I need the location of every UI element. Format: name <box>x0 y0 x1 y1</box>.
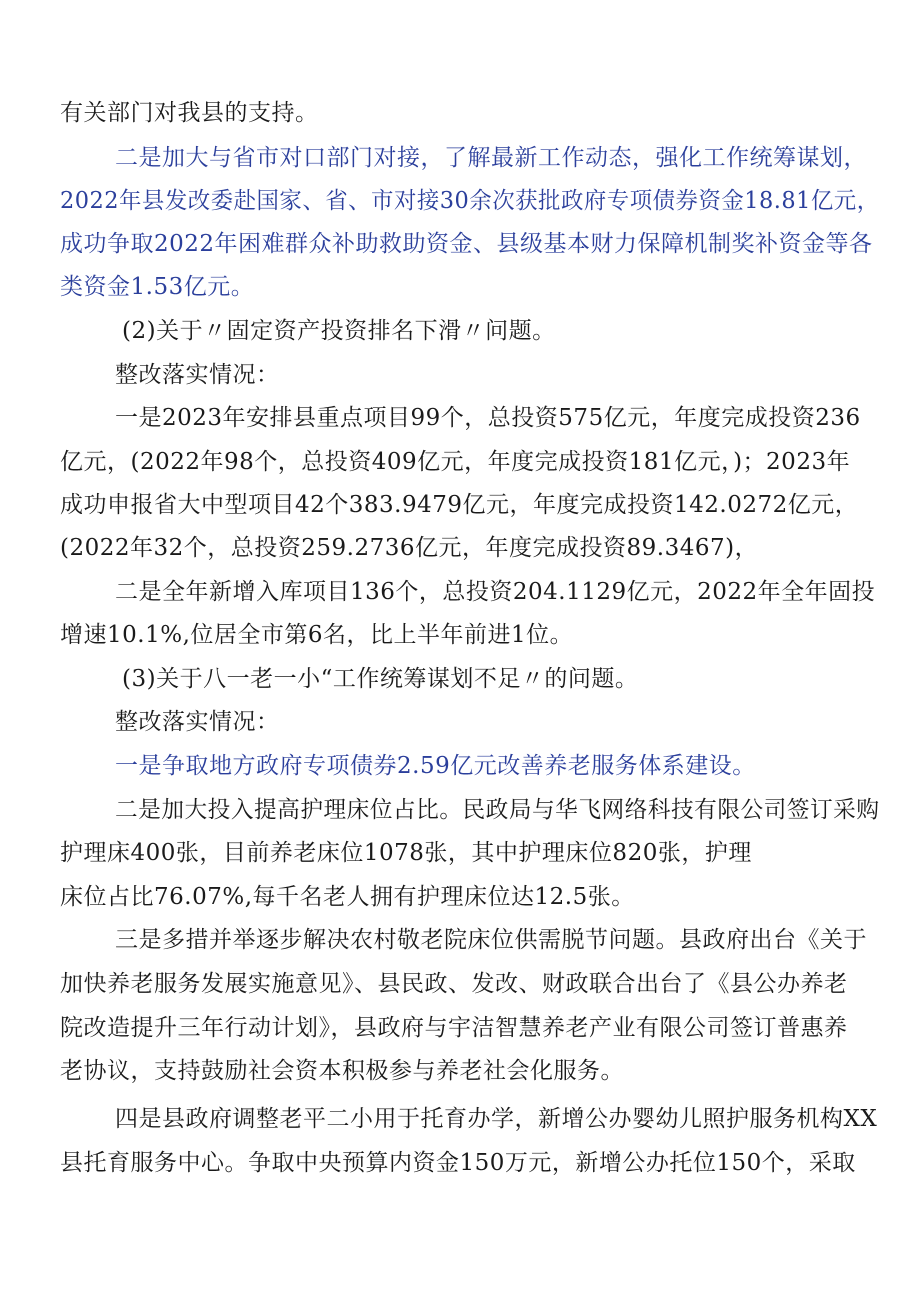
text-line: 成功申报省大中型项目42个383.9479亿元，年度完成投资142.0272亿元， <box>60 492 859 518</box>
text-line: 加快养老服务发展实施意见》、县民政、发改、财政联合出台了《县公办养老 <box>60 971 848 997</box>
text-line: 亿元，(2022年98个，总投资409亿元，年度完成投资181亿元，)；2023年 <box>60 449 851 475</box>
text-line: (2)关于〃固定资产投资排名下滑〃问题。 <box>122 318 556 344</box>
text-line: 院改造提升三年行动计划》，县政府与宇洁智慧养老产业有限公司签订普惠养 <box>60 1015 848 1041</box>
text-line: 有关部门对我县的支持。 <box>60 100 319 126</box>
text-line: 二是全年新增入库项目136个，总投资204.1129亿元，2022年全年固投 <box>115 579 876 605</box>
text-line: 成功争取2022年困难群众补助救助资金、县级基本财力保障机制奖补资金等各 <box>60 231 873 257</box>
text-line: 护理床400张，目前养老床位1078张，其中护理床位820张，护理 <box>60 840 752 866</box>
text-line: 一是争取地方政府专项债券2.59亿元改善养老服务体系建设。 <box>115 753 756 779</box>
text-line: 四是县政府调整老平二小用于托育办学，新增公办婴幼儿照护服务机构XX <box>115 1106 878 1132</box>
text-line: (2022年32个，总投资259.2736亿元，年度完成投资89.3467)， <box>60 535 759 561</box>
text-line: 三是多措并举逐步解决农村敬老院床位供需脱节问题。县政府出台《关于 <box>115 927 867 953</box>
text-line: 整改落实情况： <box>115 362 280 388</box>
text-line: 县托育服务中心。争取中央预算内资金150万元，新增公办托位150个，采取 <box>60 1150 856 1176</box>
text-line: (3)关于八一老一小“工作统筹谋划不足〃的问题。 <box>122 666 639 692</box>
text-line: 类资金1.53亿元。 <box>60 274 255 300</box>
text-line: 整改落实情况： <box>115 709 280 735</box>
text-line: 老协议，支持鼓励社会资本积极参与养老社会化服务。 <box>60 1058 624 1084</box>
text-line: 二是加大投入提高护理床位占比。民政局与华飞网络科技有限公司签订采购 <box>115 797 880 823</box>
text-line: 床位占比76.07%,每千名老人拥有护理床位达12.5张。 <box>60 884 635 910</box>
text-line: 增速10.1%,位居全市第6名，比上半年前进1位。 <box>60 622 574 648</box>
text-line: 一是2023年安排县重点项目99个，总投资575亿元，年度完成投资236 <box>115 405 861 431</box>
text-line: 2022年县发改委赴国家、省、市对接30余次获批政府专项债券资金18.81亿元， <box>60 188 880 214</box>
text-line: 二是加大与省市对口部门对接，了解最新工作动态，强化工作统筹谋划， <box>115 145 867 171</box>
